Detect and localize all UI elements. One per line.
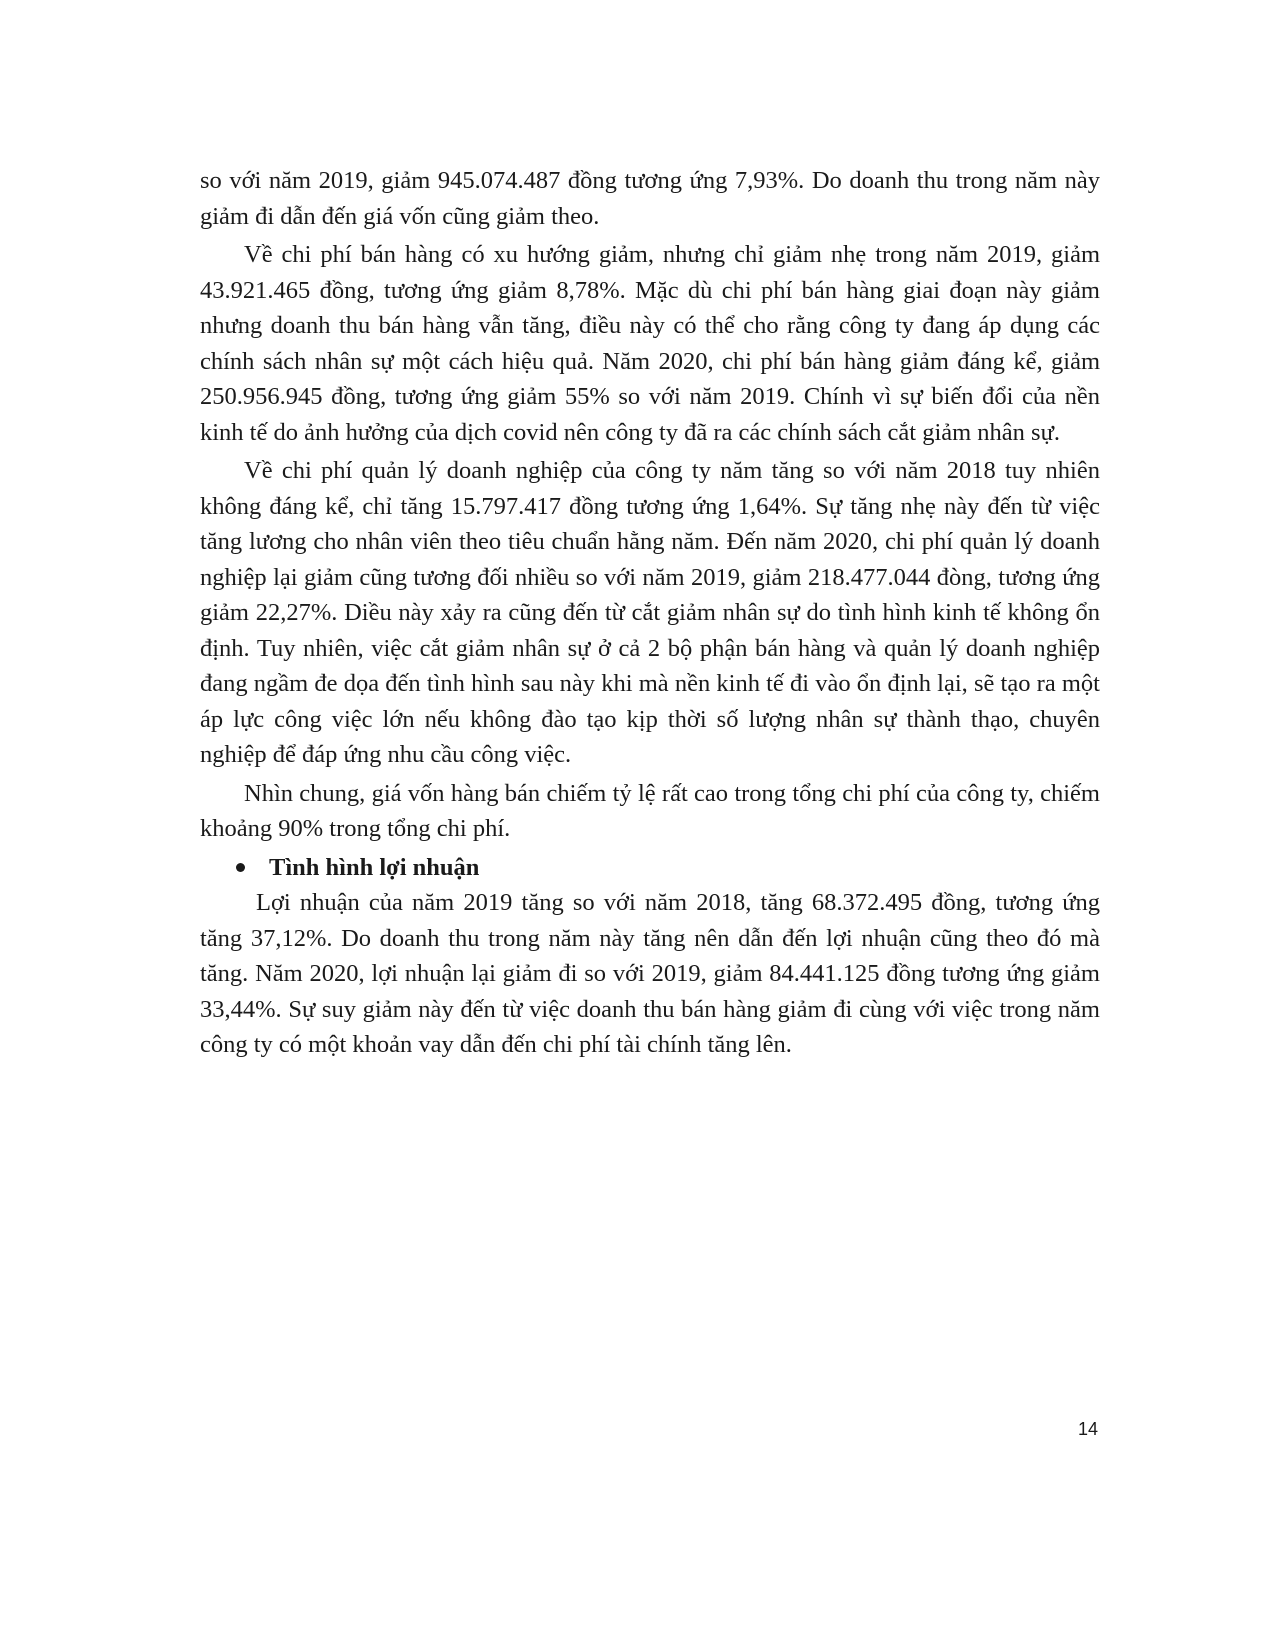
document-body <box>200 163 1100 1066</box>
bullet-icon <box>236 863 245 872</box>
page-number: 14 <box>1078 1419 1099 1439</box>
paragraph-summary: Nhìn chung, giá vốn hàng bán chiếm tỷ lệ rất cao trong tổng chi phí của công ty, chiếm khoảng 90% trong tổng chi phí. <box>200 779 1100 842</box>
paragraph-profit: Lợi nhuận của năm 2019 tăng so với năm 2018, tăng 68.372.495 đồng, tương ứng tăng 37,12%. Do doanh thu trong năm này tăng nên dẫn đến lợi nhuận cũng theo đó mà tăng. Năm 2020, lợi nhuận lại giảm đi so với 2019, giảm 84.441.125 đồng tương ứng giảm 33,44%. Sự suy giảm này đến từ việc doanh thu bán hàng giảm đi cùng với việc trong năm công ty có một khoản vay dẫn đến chi phí tài chính tăng lên. <box>200 889 1100 1058</box>
paragraph-selling-expenses: Về chi phí bán hàng có xu hướng giảm, nhưng chỉ giảm nhẹ trong năm 2019, giảm 43.921.465 đồng, tương ứng giảm 8,78%. Mặc dù chi phí bán hàng giai đoạn này giảm nhưng doanh thu bán hàng vẫn tăng, điều này có thể cho rằng công ty đang áp dụng các chính sách nhân sự một cách hiệu quả. Năm 2020, chi phí bán hàng giảm đáng kể, giảm 250.956.945 đồng, tương ứng giảm 55% so với năm 2019. Chính vì sự biến đổi của nền kinh tế do ảnh hưởng của dịch covid nên công ty đã ra các chính sách cắt giảm nhân sự. <box>200 241 1100 446</box>
section-heading-text: Tình hình lợi nhuận <box>269 853 480 881</box>
section-heading-profit <box>200 850 1100 886</box>
paragraph-admin-expenses: Về chi phí quản lý doanh nghiệp của công ty năm tăng so với năm 2018 tuy nhiên không đáng kể, chỉ tăng 15.797.417 đồng tương ứng 1,64%. Sự tăng nhẹ này đến từ việc tăng lương cho nhân viên theo tiêu chuẩn hằng năm. Đến năm 2020, chi phí quản lý doanh nghiệp lại giảm cũng tương đối nhiều so với năm 2019, giảm 218.477.044 đòng, tương ứng giảm 22,27%. Diều này xảy ra cũng đến từ cắt giảm nhân sự do tình hình kinh tế không ổn định. Tuy nhiên, việc cắt giảm nhân sự ở cả 2 bộ phận bán hàng và quản lý doanh nghiệp đang ngầm đe dọa đến tình hình sau này khi mà nền kinh tế đi vào ổn định lại, sẽ tạo ra một áp lực công việc lớn nếu không đào tạo kịp thời số lượng nhân sự thành thạo, chuyên nghiệp để đáp ứng nhu cầu công việc. <box>200 457 1100 768</box>
paragraph-cost-of-goods: so với năm 2019, giảm 945.074.487 đồng tương ứng 7,93%. Do doanh thu trong năm này giảm đi dẫn đến giá vốn cũng giảm theo. <box>200 167 1100 230</box>
